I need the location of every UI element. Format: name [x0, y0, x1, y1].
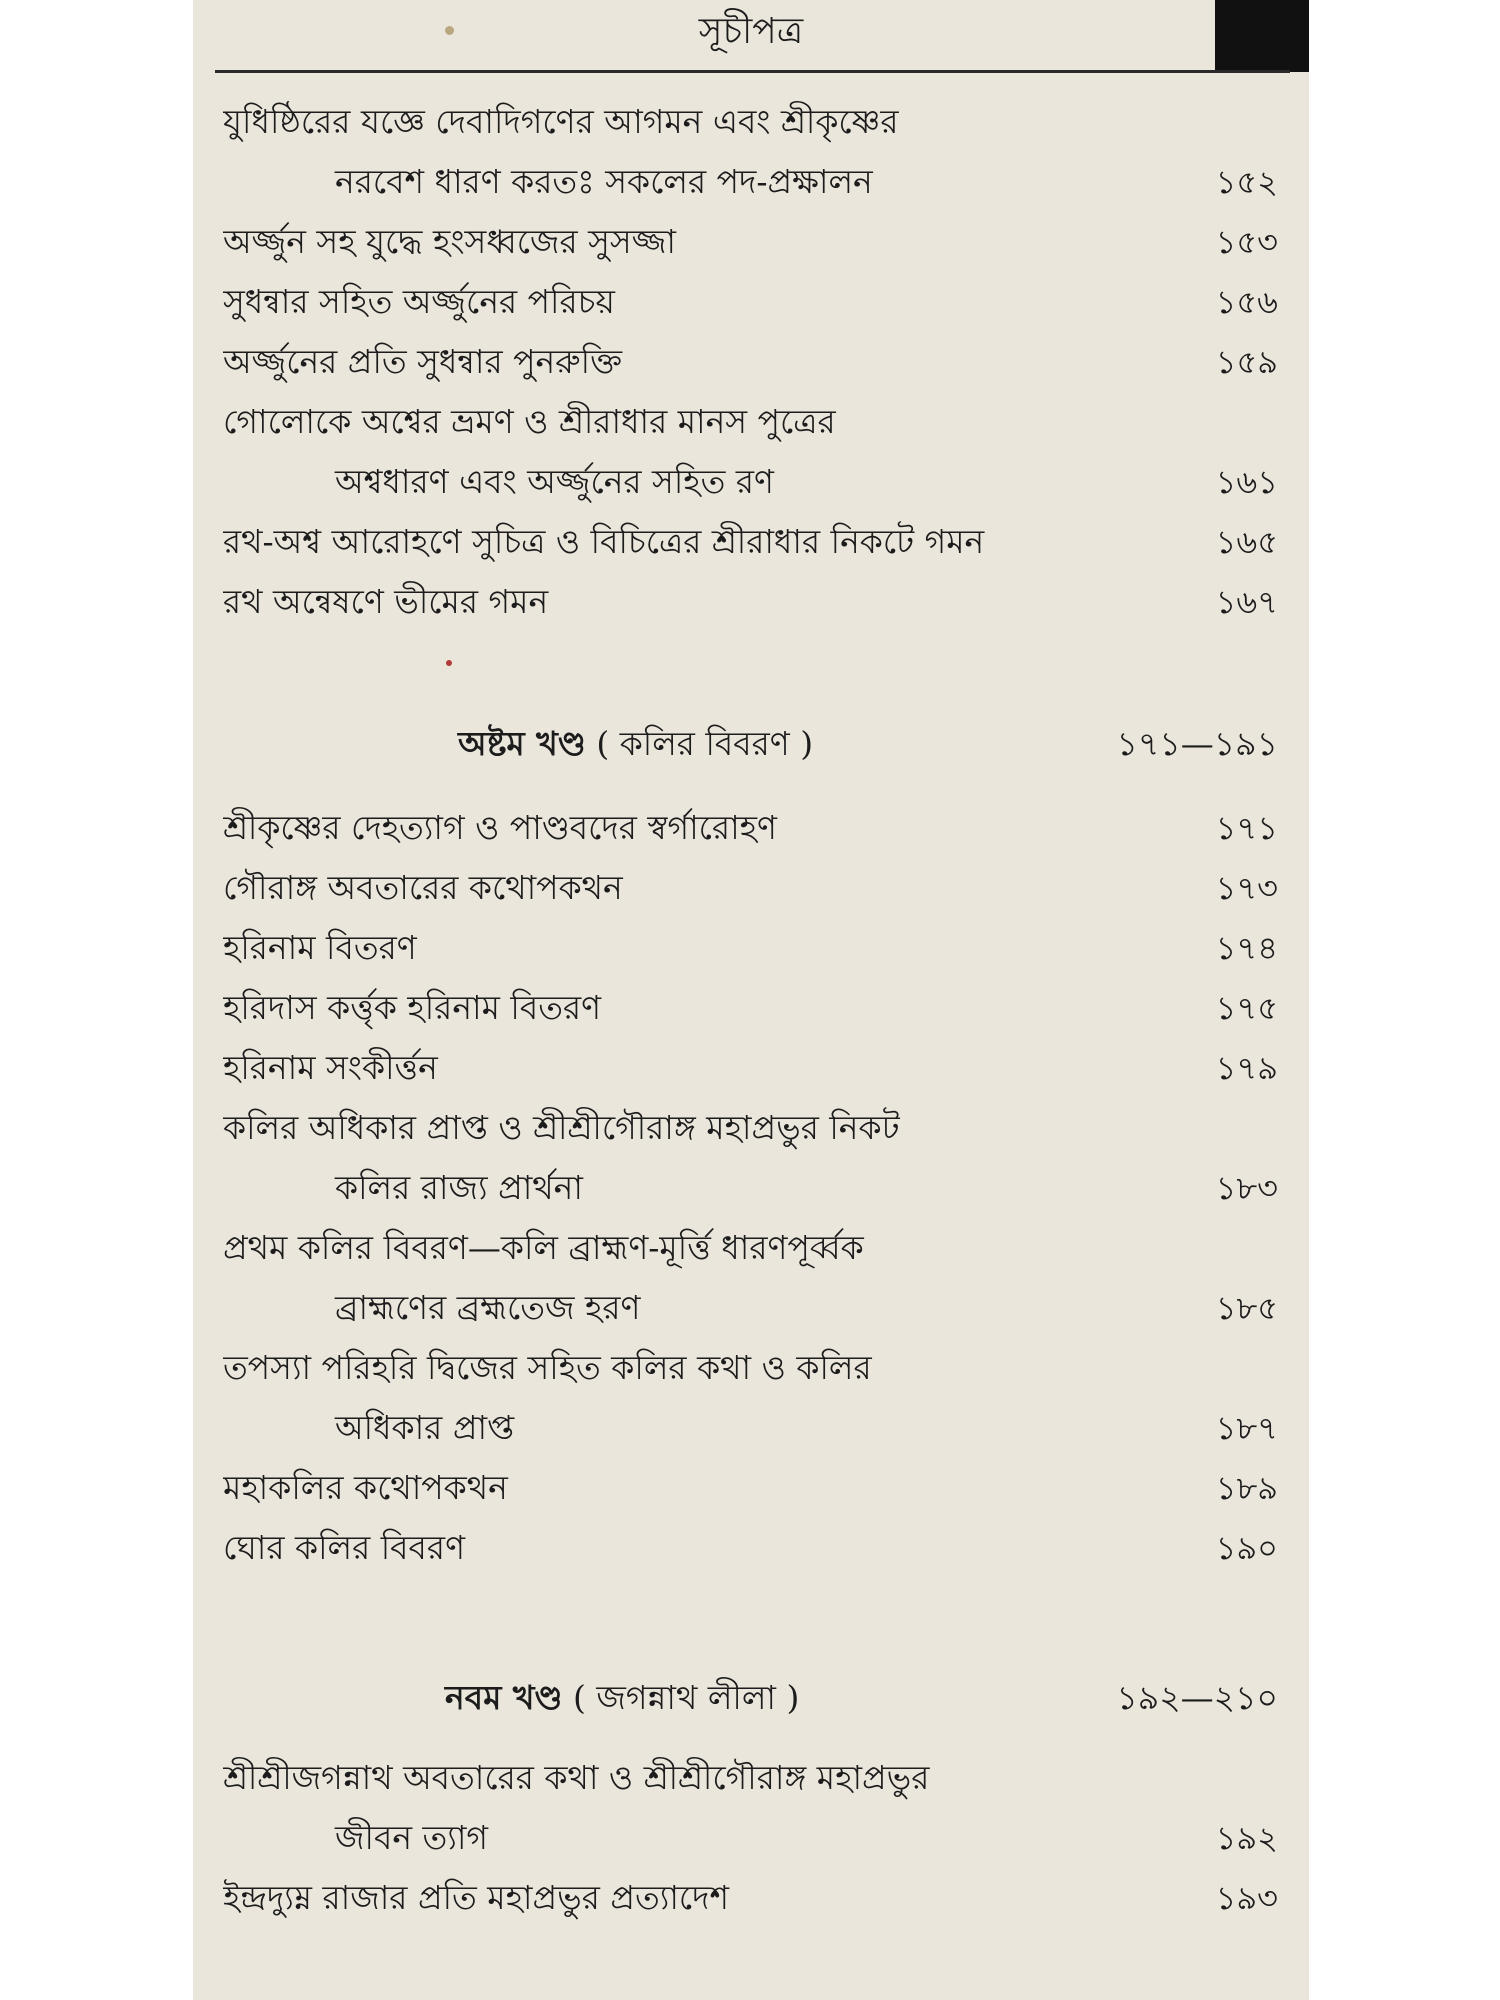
entry-line: [223, 1398, 1278, 1458]
entry-text: অর্জ্জুনের প্রতি সুধন্বার পুনরুক্তি: [223, 342, 623, 381]
page-number: ১৮৭: [1215, 1409, 1278, 1447]
toc-entry: [223, 332, 1278, 392]
entry-text: ইন্দ্রদ্যুম্ন রাজার প্রতি মহাপ্রভুর প্রত্যাদেশ: [223, 1878, 730, 1917]
entry-line: [223, 452, 1278, 512]
toc-entry: [223, 1338, 1278, 1458]
toc-entry: [223, 1518, 1278, 1578]
entry-line: [223, 1868, 1278, 1928]
entry-text: হরিদাস কর্ত্তৃক হরিনাম বিতরণ: [223, 988, 602, 1027]
entry-text: মহাকলির কথোপকথন: [223, 1468, 508, 1507]
section-heading-9: [223, 1668, 1278, 1728]
entry-line: [223, 798, 1278, 858]
section-title: [445, 1668, 799, 1728]
entry-text: ঘোর কলির বিবরণ: [223, 1528, 466, 1567]
entry-text: অধিকার প্রাপ্ত: [335, 1408, 515, 1447]
page-number: ১৬৭: [1215, 583, 1278, 621]
page-number: ১৮৫: [1215, 1289, 1278, 1327]
page-number: ১৯৩: [1215, 1879, 1278, 1917]
entry-text: গৌরাঙ্গ অবতারের কথোপকথন: [223, 868, 623, 907]
page-number: ১৭৪: [1215, 929, 1278, 967]
section-subtitle: ( জগন্নাথ লীলা ): [573, 1678, 800, 1717]
page-number: ১৬১: [1215, 463, 1278, 501]
toc-entry: [223, 1868, 1278, 1928]
section-title: [458, 714, 813, 774]
page-number: ১৫৩: [1215, 223, 1278, 261]
entry-line: [223, 1808, 1278, 1868]
section-name: নবম খণ্ড: [445, 1678, 563, 1717]
entry-text: কলির অধিকার প্রাপ্ত ও শ্রীশ্রীগৌরাঙ্গ মহাপ্রভুর নিকট: [223, 1108, 900, 1147]
toc-entry: [223, 92, 1278, 212]
toc-entry: [223, 572, 1278, 632]
entry-line: [223, 1278, 1278, 1338]
toc-entry: [223, 1748, 1278, 1868]
toc-entry: [223, 272, 1278, 332]
toc-entry: [223, 918, 1278, 978]
page-number: ১৫৯: [1215, 343, 1278, 381]
entry-line: [223, 152, 1278, 212]
page-number: ১৮৯: [1215, 1469, 1278, 1507]
entry-text: নরবেশ ধারণ করতঃ সকলের পদ-প্রক্ষালন: [335, 162, 873, 201]
toc-entry: [223, 1458, 1278, 1518]
page-number: ১৮৩: [1215, 1169, 1278, 1207]
entry-text: কলির রাজ্য প্রার্থনা: [335, 1168, 583, 1207]
entry-text: যুধিষ্ঠিরের যজ্ঞে দেবাদিগণের আগমন এবং শ্রীকৃষ্ণের: [223, 102, 899, 141]
entry-text: ব্রাহ্মণের ব্রহ্মতেজ হরণ: [335, 1288, 641, 1327]
entry-line: [223, 512, 1278, 572]
page-number: ১৭৩: [1215, 869, 1278, 907]
page-number: ১৬৫: [1215, 523, 1278, 561]
toc-entry: [223, 978, 1278, 1038]
entry-line: [223, 1158, 1278, 1218]
entry-line: [223, 1518, 1278, 1578]
section-heading-8: [223, 714, 1278, 774]
entry-line: [223, 918, 1278, 978]
toc-entry: [223, 1218, 1278, 1338]
toc-entry: [223, 858, 1278, 918]
section-name: অষ্টম খণ্ড: [458, 724, 586, 763]
entry-text: সুধন্বার সহিত অর্জ্জুনের পরিচয়: [223, 282, 615, 321]
toc-entry: [223, 798, 1278, 858]
page-title: সূচীপত্র: [698, 11, 804, 52]
entry-line: [223, 1458, 1278, 1518]
section-page-range: ১৭১—১৯১: [1116, 724, 1278, 763]
page-number: ১৯২: [1215, 1819, 1278, 1857]
entry-line: [223, 858, 1278, 918]
entry-line: [223, 212, 1278, 272]
section-page-range: ১৯২—২১০: [1116, 1678, 1278, 1717]
page-number: ১৭৫: [1215, 989, 1278, 1027]
entry-text: জীবন ত্যাগ: [335, 1818, 489, 1857]
page-number: ১৭৯: [1215, 1049, 1278, 1087]
toc-entry: [223, 1098, 1278, 1218]
entry-text: অশ্বধারণ এবং অর্জ্জুনের সহিত রণ: [335, 462, 774, 501]
entry-text: রথ-অশ্ব আরোহণে সুচিত্র ও বিচিত্রের শ্রীরাধার নিকটে গমন: [223, 522, 985, 561]
entry-line: [223, 572, 1278, 632]
entry-text: শ্রীকৃষ্ণের দেহত্যাগ ও পাণ্ডবদের স্বর্গারোহণ: [223, 808, 777, 847]
ink-spot: [446, 660, 452, 666]
entry-text: অর্জ্জুন সহ যুদ্ধে হংসধ্বজের সুসজ্জা: [223, 222, 676, 261]
entry-line: [223, 978, 1278, 1038]
entry-text: তপস্যা পরিহরি দ্বিজের সহিত কলির কথা ও কলির: [223, 1348, 872, 1387]
entry-text: শ্রীশ্রীজগন্নাথ অবতারের কথা ও শ্রীশ্রীগৌরাঙ্গ মহাপ্রভুর: [223, 1758, 930, 1797]
section-subtitle: ( কলির বিবরণ ): [596, 724, 814, 763]
toc-entry: [223, 212, 1278, 272]
entry-text: হরিনাম বিতরণ: [223, 928, 417, 967]
entry-text: রথ অন্বেষণে ভীমের গমন: [223, 582, 549, 621]
page-number: ১৫৬: [1215, 283, 1278, 321]
book-page: [193, 0, 1309, 2000]
header-rule: [215, 70, 1290, 73]
entry-text: হরিনাম সংকীর্ত্তন: [223, 1048, 438, 1087]
page-number: ১৯০: [1215, 1529, 1278, 1567]
toc-entry: [223, 392, 1278, 512]
entry-text: গোলোকে অশ্বের ভ্রমণ ও শ্রীরাধার মানস পুত্রের: [223, 402, 836, 441]
toc-entry: [223, 512, 1278, 572]
entry-text: প্রথম কলির বিবরণ—কলি ব্রাহ্মণ-মূর্ত্তি ধারণপূর্ব্বক: [223, 1228, 864, 1267]
entry-line: [223, 272, 1278, 332]
entry-line: [223, 332, 1278, 392]
page-number: ১৭১: [1215, 809, 1278, 847]
toc-entry: [223, 1038, 1278, 1098]
entry-line: [223, 1038, 1278, 1098]
page-number: ১৫২: [1215, 163, 1278, 201]
